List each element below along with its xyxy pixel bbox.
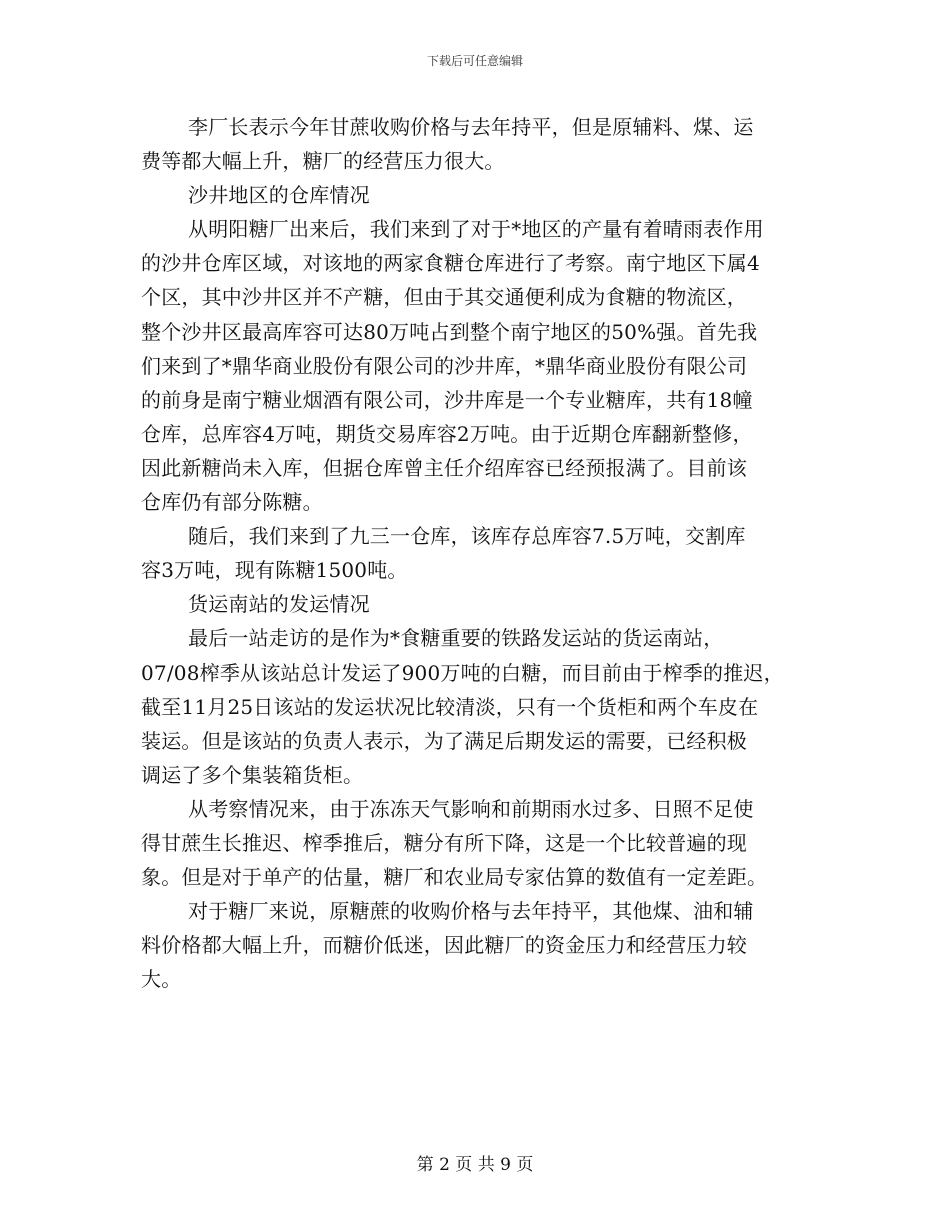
text-line: 得甘蔗生长推迟、榨季推后，糖分有所下降，这是一个比较普遍的现 <box>141 830 747 855</box>
section-heading: 货运南站的发运情况 <box>188 592 370 617</box>
text-line: 07/08榨季从该站总计发运了900万吨的白糖，而目前由于榨季的推迟， <box>141 660 784 685</box>
text-line: 仓库，总库容4万吨，期货交易库容2万吨。由于近期仓库翻新整修， <box>141 421 753 446</box>
text-line: 料价格都大幅上升，而糖价低迷，因此糖厂的资金压力和经营压力较 <box>141 933 747 958</box>
text-line: 调运了多个集装箱货柜。 <box>141 762 364 787</box>
text-line: 装运。但是该站的负责人表示，为了满足后期发运的需要，已经积极 <box>141 728 747 753</box>
text-line: 们来到了*鼎华商业股份有限公司的沙井库，*鼎华商业股份有限公司 <box>141 353 748 378</box>
text-line: 容3万吨，现有陈糖1500吨。 <box>141 558 408 583</box>
text-line: 随后，我们来到了九三一仓库，该库存总库容7.5万吨，交割库 <box>188 524 746 549</box>
text-line: 象。但是对于单产的估量，糖厂和农业局专家估算的数值有一定差距。 <box>141 865 768 890</box>
text-line: 的前身是南宁糖业烟酒有限公司，沙井库是一个专业糖库，共有18幢 <box>141 387 753 412</box>
text-line: 的沙井仓库区域，对该地的两家食糖仓库进行了考察。南宁地区下属4 <box>141 251 760 276</box>
text-line: 仓库仍有部分陈糖。 <box>141 490 323 515</box>
page-header-note: 下载后可任意编辑 <box>426 54 523 68</box>
text-line: 从明阳糖厂出来后，我们来到了对于*地区的产量有着晴雨表作用 <box>188 217 764 242</box>
text-line: 从考察情况来，由于冻冻天气影响和前期雨水过多、日照不足使 <box>188 796 754 821</box>
document-body <box>141 110 821 996</box>
section-heading: 沙井地区的仓库情况 <box>188 183 370 208</box>
text-line: 整个沙井区最高库容可达80万吨占到整个南宁地区的50%强。首先我 <box>141 319 758 344</box>
text-line: 因此新糖尚未入库，但据仓库曾主任介绍库容已经预报满了。目前该 <box>141 455 747 480</box>
text-line: 李厂长表示今年甘蔗收购价格与去年持平，但是原辅料、煤、运 <box>188 115 754 139</box>
text-line: 大。 <box>141 967 182 992</box>
text-line: 截至11月25日该站的发运状况比较清淡，只有一个货柜和两个车皮在 <box>141 694 759 719</box>
text-line: 费等都大幅上升，糖厂的经营压力很大。 <box>141 149 505 174</box>
text-line: 最后一站走访的是作为*食糖重要的铁路发运站的货运南站， <box>188 626 724 651</box>
text-line: 对于糖厂来说，原糖蔗的收购价格与去年持平，其他煤、油和辅 <box>188 899 754 924</box>
text-line: 个区，其中沙井区并不产糖，但由于其交通便利成为食糖的物流区， <box>141 285 747 310</box>
page-footer-number: 第 2 页 共 9 页 <box>416 1155 534 1175</box>
